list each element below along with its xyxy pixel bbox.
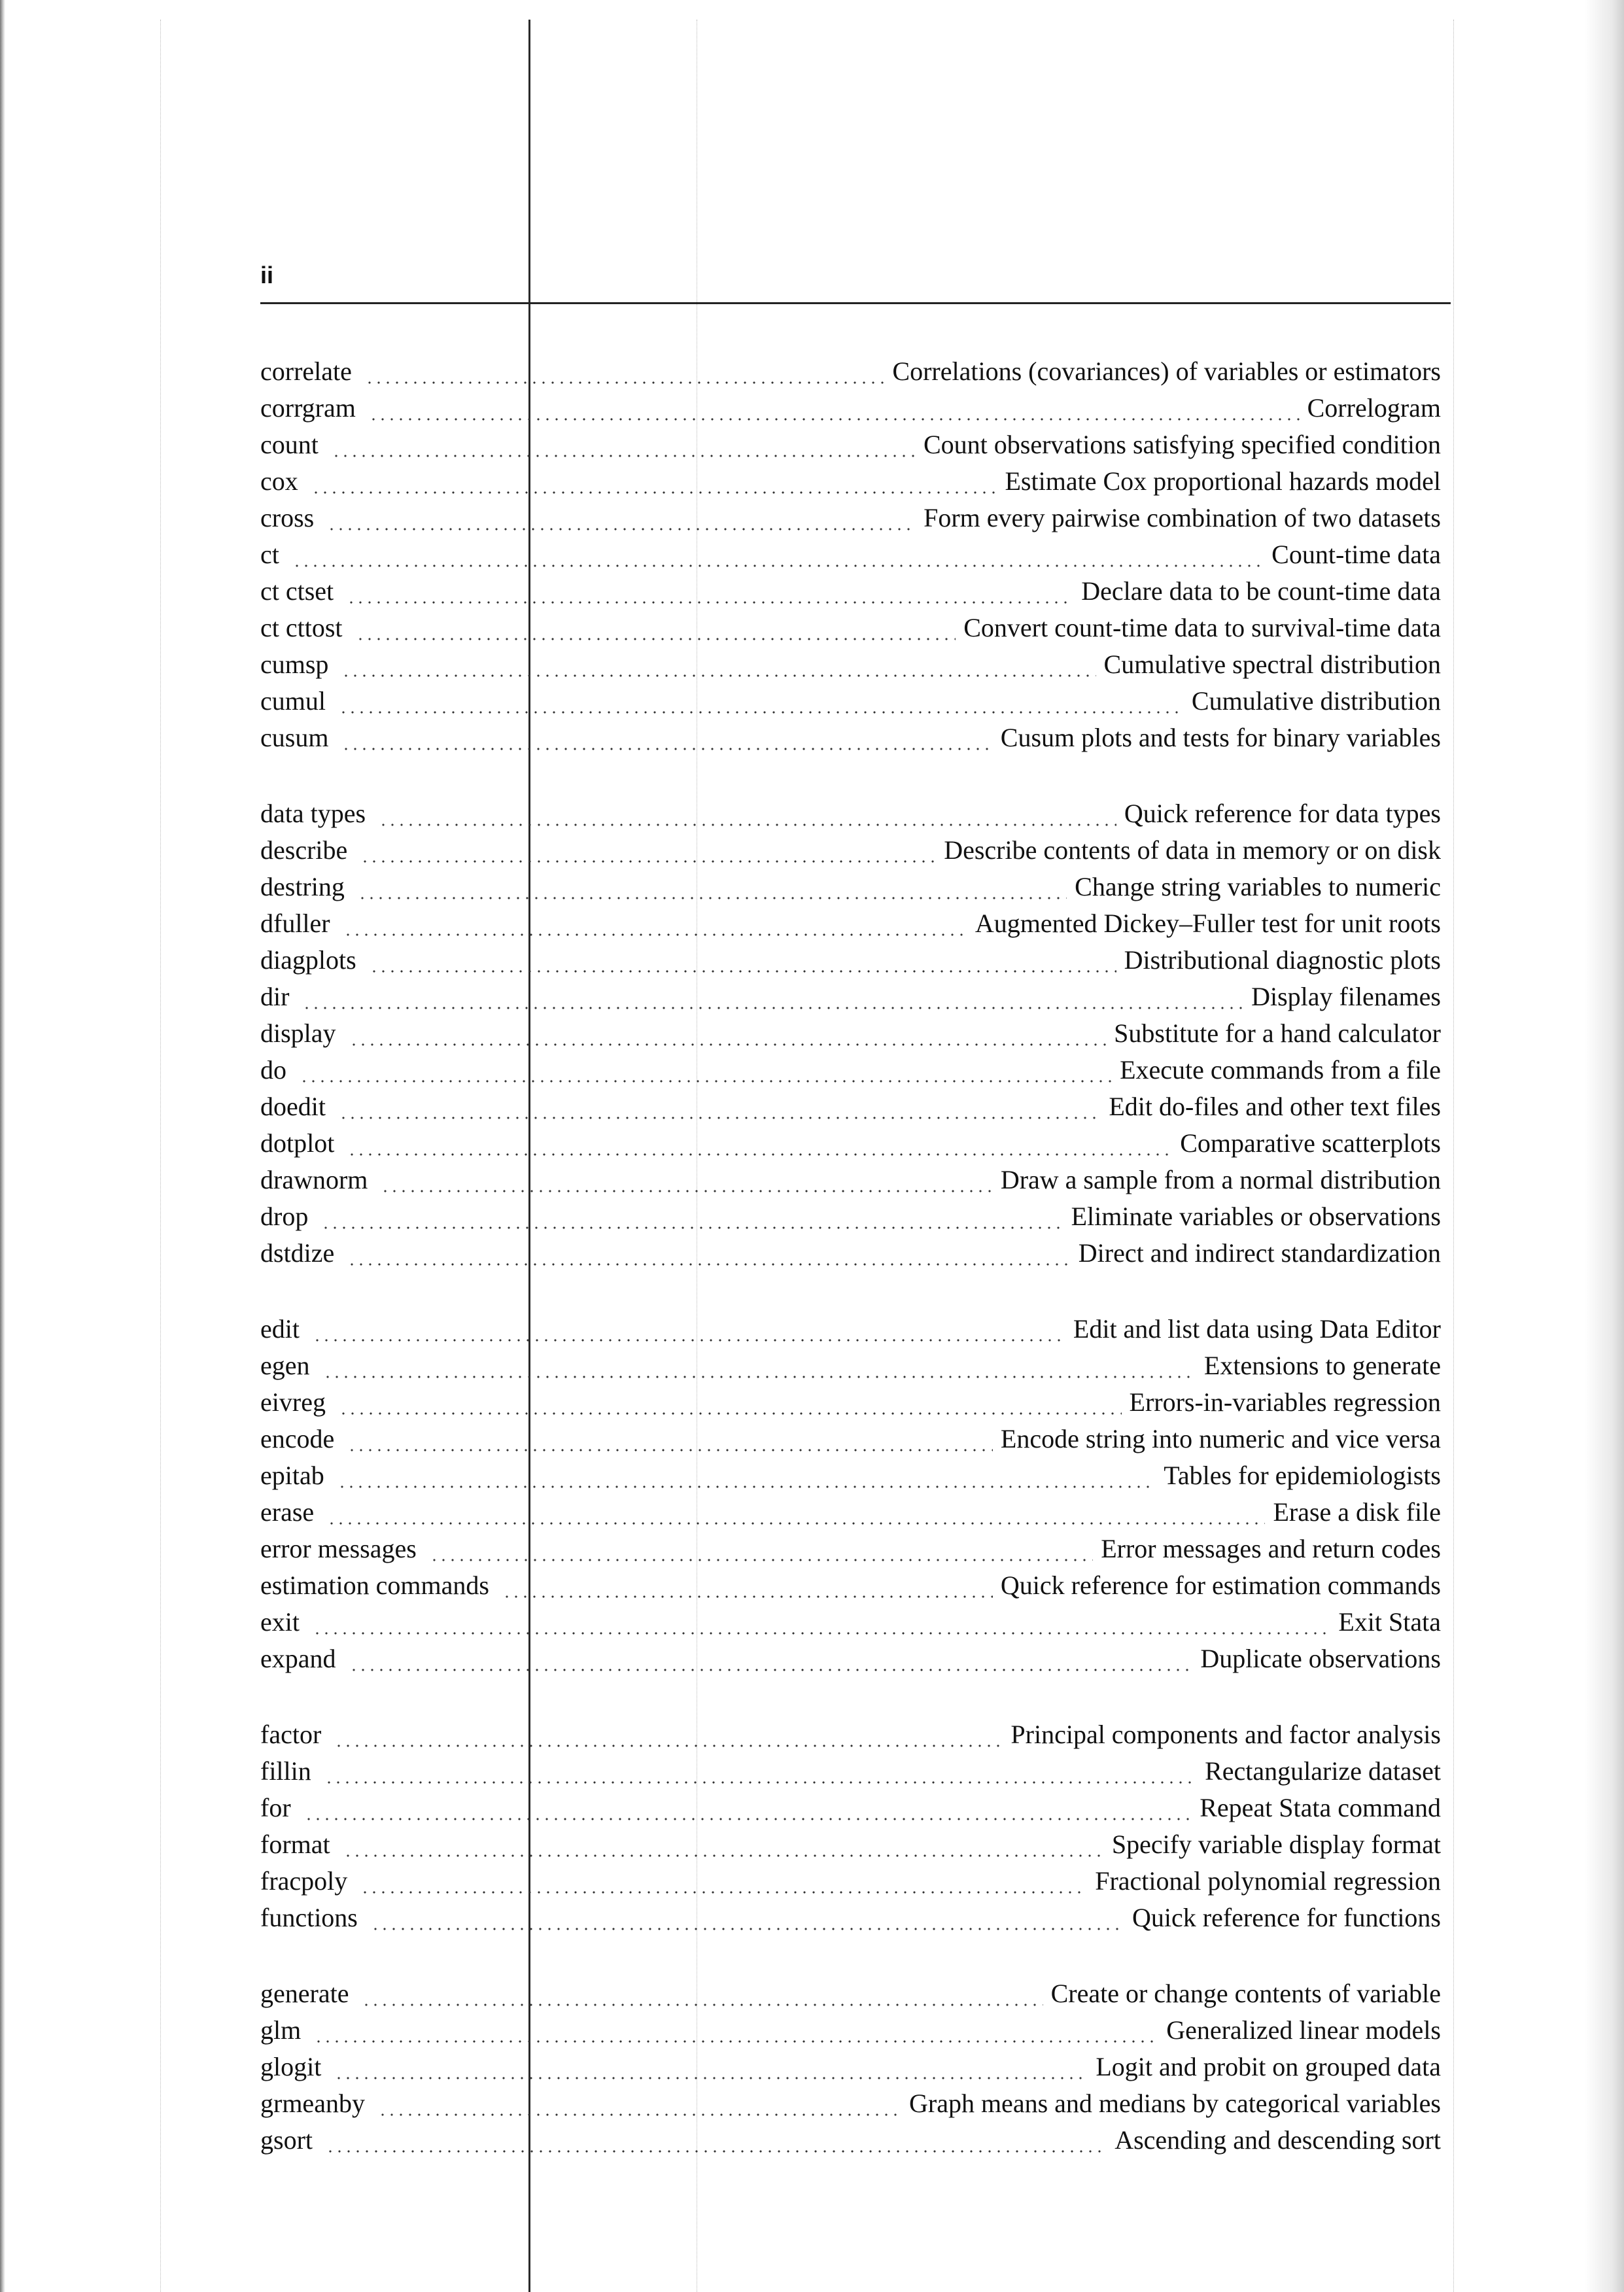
index-section	[260, 1311, 1441, 1677]
dot-leader	[332, 426, 916, 463]
dot-leader	[341, 646, 1096, 683]
entry-command-name: doedit	[260, 1092, 326, 1121]
entry-description: Change string variables to numeric	[1075, 872, 1441, 901]
entry-command-name: fracpoly	[260, 1866, 348, 1896]
dot-leader	[349, 1641, 1193, 1677]
entry-description: Correlogram	[1307, 393, 1441, 423]
entry-command-name: corrgram	[260, 393, 356, 423]
entry-command-name: dir	[260, 982, 290, 1011]
entry-command-name: eivreg	[260, 1387, 326, 1417]
entry-description: Fractional polynomial regression	[1095, 1866, 1441, 1896]
dot-leader	[347, 1235, 1070, 1272]
entry-description: Describe contents of data in memory or on disk	[944, 835, 1441, 865]
dot-leader	[334, 2049, 1088, 2085]
dot-leader	[360, 832, 936, 869]
entry-description: Ascending and descending sort	[1114, 2125, 1441, 2155]
entry-command-name: ct ctset	[260, 576, 334, 606]
index-entry	[260, 1975, 1441, 2012]
entry-command-name: diagplots	[260, 945, 356, 975]
entry-command-name: exit	[260, 1607, 300, 1637]
entry-command-name: cross	[260, 503, 315, 532]
dot-leader	[343, 1826, 1104, 1863]
entry-command-name: functions	[260, 1903, 358, 1932]
dot-leader	[327, 1494, 1265, 1531]
index-entry	[260, 942, 1441, 979]
entry-command-name: generate	[260, 1979, 349, 2008]
dot-leader	[347, 1125, 1172, 1162]
index-entry	[260, 1790, 1441, 1826]
dot-leader	[314, 2012, 1158, 2049]
entry-command-name: destring	[260, 872, 345, 901]
entry-command-name: drop	[260, 1202, 309, 1231]
dot-leader	[347, 573, 1073, 610]
index-entry	[260, 1567, 1441, 1604]
dot-leader	[324, 1753, 1197, 1790]
dot-leader	[339, 1088, 1101, 1125]
index-entry	[260, 1088, 1441, 1125]
entry-description: Count-time data	[1271, 540, 1441, 569]
entry-command-name: format	[260, 1830, 330, 1859]
entry-description: Augmented Dickey–Fuller test for unit roots	[975, 909, 1441, 938]
index-entry	[260, 1347, 1441, 1384]
page-left-edge-shadow	[0, 0, 5, 2292]
fold-line-right	[1453, 20, 1454, 2292]
entry-description: Draw a sample from a normal distribution	[1000, 1165, 1441, 1194]
index-section	[260, 1716, 1441, 1936]
index-entry	[260, 610, 1441, 646]
entry-command-name: gsort	[260, 2125, 313, 2155]
dot-leader	[313, 1311, 1065, 1347]
dot-leader	[365, 353, 885, 390]
entry-description: Tables for epidemiologists	[1164, 1461, 1441, 1490]
entry-command-name: egen	[260, 1351, 310, 1380]
entry-description: Edit and list data using Data Editor	[1073, 1314, 1441, 1344]
entry-description: Exit Stata	[1338, 1607, 1441, 1637]
entry-description: Error messages and return codes	[1101, 1534, 1441, 1563]
index-entry	[260, 500, 1441, 536]
dot-leader	[304, 1790, 1192, 1826]
dot-leader	[326, 2122, 1107, 2159]
index-entry	[260, 905, 1441, 942]
entry-command-name: glogit	[260, 2052, 322, 2081]
index-entry	[260, 1863, 1441, 1900]
dot-leader	[378, 2085, 901, 2122]
entry-description: Logit and probit on grouped data	[1096, 2052, 1441, 2081]
index-section	[260, 795, 1441, 1272]
index-entry	[260, 2049, 1441, 2085]
dot-leader	[358, 869, 1067, 905]
dot-leader	[321, 1198, 1063, 1235]
entry-command-name: factor	[260, 1720, 322, 1749]
entry-description: Quick reference for data types	[1124, 799, 1441, 828]
index-entry	[260, 1641, 1441, 1677]
index-entry	[260, 795, 1441, 832]
entry-command-name: erase	[260, 1497, 315, 1527]
index-list	[260, 353, 1441, 2198]
dot-leader	[343, 905, 967, 942]
dot-leader	[369, 390, 1300, 426]
entry-command-name: correlate	[260, 356, 352, 386]
dot-leader	[323, 1347, 1196, 1384]
entry-command-name: ct	[260, 540, 279, 569]
index-entry	[260, 390, 1441, 426]
index-entry	[260, 463, 1441, 500]
entry-description: Display filenames	[1251, 982, 1441, 1011]
entry-description: Create or change contents of variable	[1050, 1979, 1441, 2008]
entry-command-name: estimation commands	[260, 1571, 489, 1600]
entry-command-name: cumsp	[260, 650, 329, 679]
entry-command-name: glm	[260, 2015, 302, 2045]
entry-description: Execute commands from a file	[1120, 1055, 1441, 1085]
index-entry	[260, 573, 1441, 610]
index-entry	[260, 1384, 1441, 1421]
entry-command-name: dfuller	[260, 909, 330, 938]
index-entry	[260, 646, 1441, 683]
index-entry	[260, 1311, 1441, 1347]
entry-description: Count observations satisfying specified condition	[924, 430, 1441, 459]
entry-description: Convert count-time data to survival-time data	[963, 613, 1441, 642]
entry-description: Errors-in-variables regression	[1129, 1387, 1441, 1417]
entry-command-name: for	[260, 1793, 291, 1822]
entry-description: Declare data to be count-time data	[1081, 576, 1441, 606]
dot-leader	[339, 683, 1184, 720]
entry-description: Generalized linear models	[1166, 2015, 1441, 2045]
entry-description: Principal components and factor analysis	[1011, 1720, 1441, 1749]
entry-description: Cumulative spectral distribution	[1103, 650, 1441, 679]
index-entry	[260, 1125, 1441, 1162]
entry-command-name: epitab	[260, 1461, 324, 1490]
index-entry	[260, 979, 1441, 1015]
entry-description: Comparative scatterplots	[1180, 1128, 1441, 1158]
entry-command-name: grmeanby	[260, 2089, 365, 2118]
dot-leader	[502, 1567, 993, 1604]
index-entry	[260, 1421, 1441, 1457]
entry-command-name: do	[260, 1055, 286, 1085]
index-section	[260, 1975, 1441, 2159]
dot-leader	[347, 1421, 993, 1457]
index-entry	[260, 1198, 1441, 1235]
entry-command-name: count	[260, 430, 319, 459]
entry-command-name: cox	[260, 466, 298, 496]
dot-leader	[334, 1716, 1003, 1753]
page-right-edge-shadow	[1585, 0, 1624, 2292]
index-entry	[260, 1494, 1441, 1531]
dot-leader	[311, 463, 997, 500]
dot-leader	[360, 1863, 1087, 1900]
entry-description: Substitute for a hand calculator	[1114, 1018, 1441, 1048]
index-entry	[260, 832, 1441, 869]
index-entry	[260, 1162, 1441, 1198]
entry-description: Direct and indirect standardization	[1078, 1238, 1441, 1268]
dot-leader	[337, 1457, 1156, 1494]
entry-command-name: dotplot	[260, 1128, 335, 1158]
index-entry	[260, 2122, 1441, 2159]
dot-leader	[362, 1975, 1043, 2012]
entry-description: Graph means and medians by categorical variables	[908, 2089, 1441, 2118]
entry-description: Cumulative distribution	[1191, 686, 1441, 716]
index-entry	[260, 1753, 1441, 1790]
index-entry	[260, 1531, 1441, 1567]
index-entry	[260, 353, 1441, 390]
index-entry	[260, 720, 1441, 756]
dot-leader	[349, 1015, 1107, 1052]
entry-description: Cusum plots and tests for binary variables	[1000, 723, 1441, 752]
dot-leader	[430, 1531, 1093, 1567]
entry-command-name: error messages	[260, 1534, 417, 1563]
entry-description: Edit do-files and other text files	[1109, 1092, 1441, 1121]
entry-description: Distributional diagnostic plots	[1124, 945, 1441, 975]
entry-command-name: display	[260, 1018, 336, 1048]
dot-leader	[292, 536, 1264, 573]
entry-command-name: expand	[260, 1644, 336, 1673]
entry-command-name: edit	[260, 1314, 300, 1344]
page-number: ii	[260, 262, 274, 288]
entry-description: Quick reference for functions	[1132, 1903, 1441, 1932]
entry-command-name: cusum	[260, 723, 329, 752]
entry-command-name: cumul	[260, 686, 326, 716]
fold-line-left	[160, 20, 161, 2292]
dot-leader	[339, 1384, 1122, 1421]
entry-command-name: fillin	[260, 1756, 311, 1786]
index-entry	[260, 1457, 1441, 1494]
index-entry	[260, 869, 1441, 905]
entry-description: Erase a disk file	[1273, 1497, 1441, 1527]
dot-leader	[302, 979, 1243, 1015]
entry-command-name: encode	[260, 1424, 335, 1453]
index-section	[260, 353, 1441, 756]
entry-command-name: drawnorm	[260, 1165, 368, 1194]
index-entry	[260, 683, 1441, 720]
entry-description: Eliminate variables or observations	[1071, 1202, 1441, 1231]
entry-description: Extensions to generate	[1203, 1351, 1441, 1380]
index-entry	[260, 2085, 1441, 2122]
index-entry	[260, 536, 1441, 573]
entry-command-name: ct cttost	[260, 613, 343, 642]
entry-description: Specify variable display format	[1111, 1830, 1441, 1859]
dot-leader	[313, 1604, 1330, 1641]
entry-description: Quick reference for estimation commands	[1000, 1571, 1441, 1600]
dot-leader	[379, 795, 1116, 832]
index-entry	[260, 1052, 1441, 1088]
entry-command-name: describe	[260, 835, 348, 865]
header-rule	[260, 302, 1451, 304]
index-entry	[260, 1015, 1441, 1052]
dot-leader	[371, 1900, 1124, 1936]
dot-leader	[300, 1052, 1112, 1088]
entry-description: Form every pairwise combination of two datasets	[924, 503, 1441, 532]
index-entry	[260, 1900, 1441, 1936]
index-entry	[260, 1826, 1441, 1863]
index-entry	[260, 426, 1441, 463]
index-entry	[260, 1235, 1441, 1272]
entry-command-name: dstdize	[260, 1238, 335, 1268]
dot-leader	[356, 610, 956, 646]
entry-command-name: data types	[260, 799, 366, 828]
index-entry	[260, 2012, 1441, 2049]
dot-leader	[327, 500, 916, 536]
entry-description: Rectangularize dataset	[1205, 1756, 1441, 1786]
entry-description: Estimate Cox proportional hazards model	[1005, 466, 1441, 496]
index-entry	[260, 1604, 1441, 1641]
entry-description: Encode string into numeric and vice versa	[1000, 1424, 1441, 1453]
dot-leader	[341, 720, 992, 756]
dot-leader	[381, 1162, 992, 1198]
entry-description: Duplicate observations	[1200, 1644, 1441, 1673]
dot-leader	[370, 942, 1116, 979]
index-entry	[260, 1716, 1441, 1753]
entry-description: Repeat Stata command	[1200, 1793, 1441, 1822]
entry-description: Correlations (covariances) of variables or estimators	[892, 356, 1441, 386]
